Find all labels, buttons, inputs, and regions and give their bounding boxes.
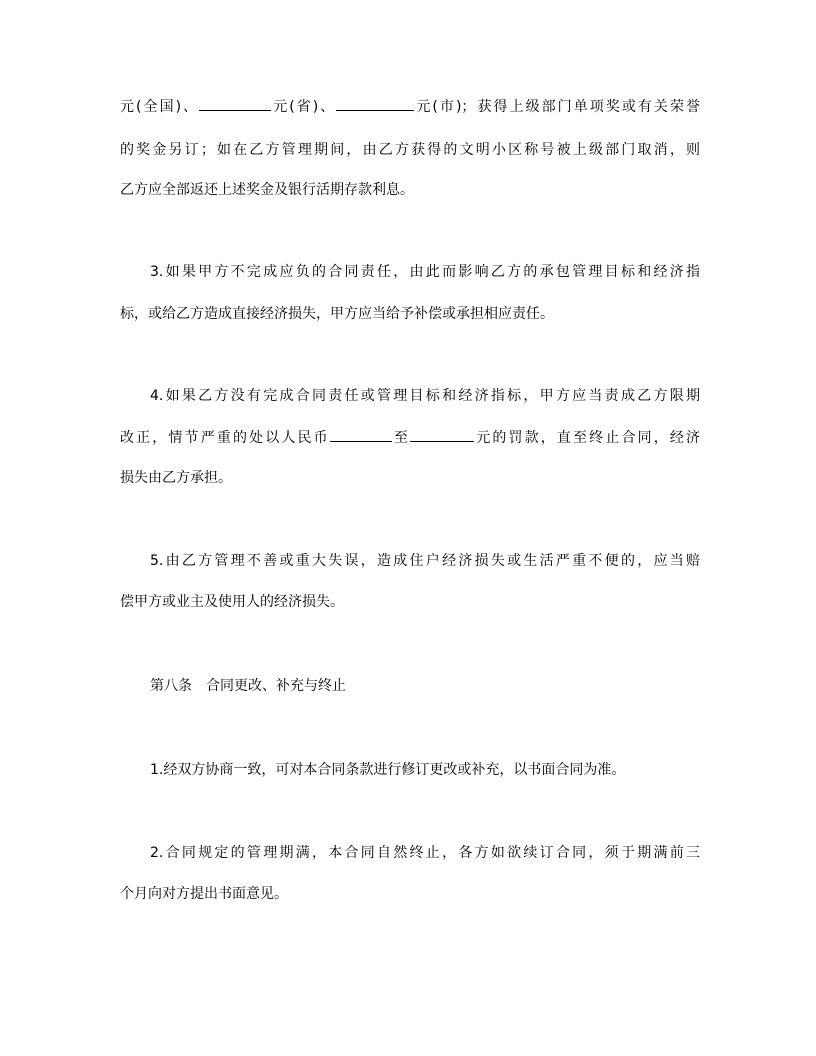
text-segment: 改正，情节严重的处以人民币 [120,430,330,446]
paragraph-line: 标，或给乙方造成直接经济损失，甲方应当给予补偿或承担相应责任。 [120,306,554,322]
paragraph-line: 1.经双方协商一致，可对本合同条款进行修订更改或补充，以书面合同为准。 [150,762,626,778]
paragraph-line: 个月向对方提出书面意见。 [120,886,288,902]
fill-in-blank[interactable] [336,96,414,111]
paragraph-line: 的奖金另订；如在乙方管理期间，由乙方获得的文明小区称号被上级部门取消，则 [120,142,700,158]
paragraph-line: 乙方应全部返还上述奖金及银行活期存款利息。 [120,182,414,198]
paragraph-line: 偿甲方或业主及使用人的经济损失。 [120,594,344,610]
paragraph-line: 损失由乙方承担。 [120,470,232,486]
fill-in-blank[interactable] [330,427,392,442]
paragraph-line [120,96,700,117]
section-heading: 第八条 合同更改、补充与终止 [150,678,346,694]
text-segment: 元(市)；获得上级部门单项奖或有关荣誉 [414,99,700,115]
text-segment: 元(全国)、 [120,99,200,115]
text-segment: 元的罚款，直至终止合同，经济 [474,430,701,446]
paragraph-line: 4.如果乙方没有完成合同责任或管理目标和经济指标，甲方应当责成乙方限期 [150,388,700,404]
fill-in-blank[interactable] [410,427,474,442]
fill-in-blank[interactable] [199,96,271,111]
paragraph-line: 2.合同规定的管理期满，本合同自然终止，各方如欲续订合同，须于期满前三 [150,845,700,861]
paragraph-line: 5.由乙方管理不善或重大失误，造成住户经济损失或生活严重不便的，应当赔 [150,553,700,569]
text-segment: 至 [391,430,411,446]
paragraph-line [120,427,700,448]
paragraph-line: 3.如果甲方不完成应负的合同责任，由此而影响乙方的承包管理目标和经济指 [150,264,700,280]
text-segment: 元(省)、 [271,99,337,115]
